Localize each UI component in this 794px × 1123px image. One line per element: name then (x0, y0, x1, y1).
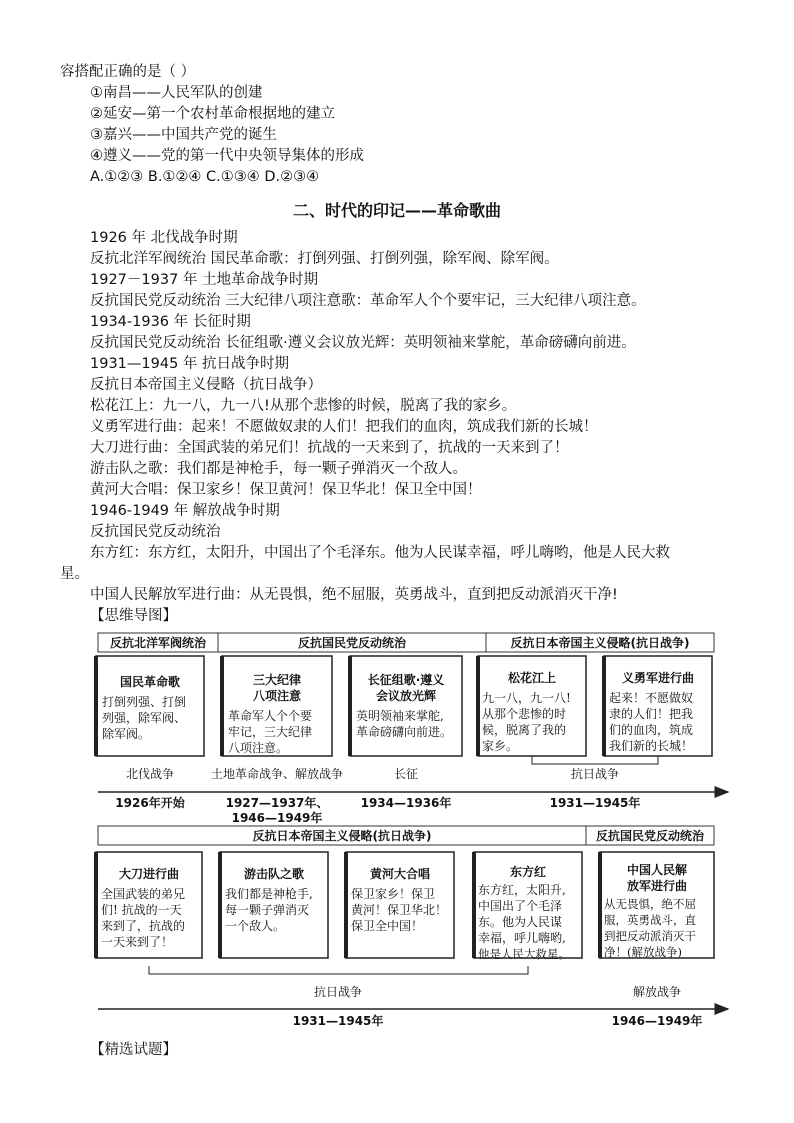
svg-text:们! 抗战的一天: 们! 抗战的一天 (101, 903, 182, 917)
body-line: 1926 年 北伐战争时期 (90, 230, 238, 246)
svg-text:中国出了个毛泽: 中国出了个毛泽 (478, 899, 563, 913)
body-line: 游击队之歌：我们都是神枪手，每一颗子弹消灭一个敌人。 (90, 461, 467, 477)
svg-text:游击队之歌: 游击队之歌 (243, 867, 305, 881)
svg-text:革命军人个个要: 革命军人个个要 (228, 709, 313, 723)
song-card (96, 656, 204, 756)
svg-text:来到了，抗战的: 来到了，抗战的 (101, 919, 186, 933)
svg-text:我们新的长城！: 我们新的长城！ (609, 739, 694, 753)
svg-text:从那个悲惨的时: 从那个悲惨的时 (482, 707, 567, 721)
song-card (222, 656, 332, 756)
song-card (474, 852, 582, 961)
body-line: 1927－1937 年 土地革命战争时期 (90, 272, 319, 288)
row1-header: 反抗国民党反动统治 (297, 636, 407, 650)
row2-header: 反抗国民党反动统治 (595, 829, 705, 843)
section-title: 二、时代的印记——革命歌曲 (292, 201, 501, 220)
date-label: 1931—1945年 (292, 1014, 384, 1028)
song-card (478, 656, 586, 756)
date-label: 1946—1949年 (231, 811, 323, 825)
answer-choices: A.①②③ B.①②④ C.①③④ D.②③④ (90, 169, 320, 185)
svg-text:每一颗子弹消灭: 每一颗子弹消灭 (225, 903, 310, 917)
svg-text:他是人民大救星。: 他是人民大救星。 (478, 947, 570, 961)
svg-text:革命磅礴向前进。: 革命磅礴向前进。 (356, 725, 453, 739)
svg-text:除军阀。: 除军阀。 (102, 727, 151, 741)
body-line: 义勇军进行曲：起来！不愿做奴隶的人们！把我们的血肉，筑成我们新的长城！ (90, 419, 598, 435)
war-label: 长征 (393, 767, 419, 781)
song-card (346, 852, 454, 958)
war-label: 解放战争 (632, 985, 682, 999)
svg-text:家乡。: 家乡。 (482, 739, 519, 753)
mindmap-label: 【思维导图】 (90, 608, 177, 624)
svg-text:义勇军进行曲: 义勇军进行曲 (621, 671, 695, 685)
war-label: 抗日战争 (570, 767, 620, 781)
svg-text:东方红，太阳升,: 东方红，太阳升, (478, 883, 566, 897)
selected-questions-label: 【精选试题】 (90, 1042, 177, 1058)
body-line: 松花江上：九一八，九一八!从那个悲惨的时候，脱离了我的家乡。 (90, 398, 517, 414)
mind-map (88, 626, 730, 1036)
pla-line: 中国人民解放军进行曲：从无畏惧，绝不屈服，英勇战斗，直到把反动派消灭干净! (90, 587, 618, 603)
svg-text:一个敌人。: 一个敌人。 (225, 919, 286, 933)
war-label: 北伐战争 (125, 767, 175, 781)
body-line: 反抗国民党反动统治 长征组歌·遵义会议放光辉：英明领袖来掌舵，革命磅礴向前进。 (90, 335, 636, 351)
svg-text:服，英勇战斗，直: 服，英勇战斗，直 (604, 913, 696, 927)
svg-text:会议放光辉: 会议放光辉 (375, 689, 437, 703)
date-label: 1927—1937年、 (225, 796, 329, 810)
body-line: 反抗国民党反动统治 三大纪律八项注意歌：革命军人个个要牢记，三大纪律八项注意。 (90, 293, 646, 309)
body-line: 1931—1945 年 抗日战争时期 (90, 356, 290, 372)
song-card (220, 852, 328, 958)
date-label: 1934—1936年 (360, 796, 452, 810)
svg-text:国民革命歌: 国民革命歌 (119, 675, 181, 689)
svg-text:中国人民解: 中国人民解 (626, 863, 688, 877)
svg-text:牢记，三大纪律: 牢记，三大纪律 (228, 725, 313, 739)
svg-text:三大纪律: 三大纪律 (252, 673, 302, 687)
song-card (350, 656, 462, 756)
body-line: 1934-1936 年 长征时期 (90, 314, 251, 330)
song-card (96, 852, 202, 958)
song-card (604, 656, 712, 756)
dongfanghong-line-1: 东方红：东方红，太阳升，中国出了个毛泽东。他为人民谋幸福，呼儿嗨哟，他是人民大救 (90, 545, 670, 561)
body-line: 反抗日本帝国主义侵略（抗日战争） (90, 377, 322, 393)
dongfanghong-line-2: 星。 (60, 566, 89, 582)
svg-text:八项注意。: 八项注意。 (228, 741, 289, 755)
svg-text:东方红: 东方红 (509, 865, 547, 879)
option-4: ④遵义——党的第一代中央领导集体的形成 (90, 148, 364, 164)
war-label: 抗日战争 (313, 985, 363, 999)
svg-text:八项注意: 八项注意 (252, 689, 302, 703)
date-label: 1946—1949年 (611, 1014, 703, 1028)
svg-text:九一八，九一八!: 九一八，九一八! (482, 691, 571, 705)
row1-header: 反抗日本帝国主义侵略(抗日战争) (510, 636, 690, 650)
row2-header: 反抗日本帝国主义侵略(抗日战争) (252, 829, 432, 843)
body-line: 1946-1949 年 解放战争时期 (90, 503, 280, 519)
option-2: ②延安—第一个农村革命根据地的建立 (90, 106, 335, 122)
body-line: 反抗国民党反动统治 (90, 524, 221, 540)
svg-text:全国武装的弟兄: 全国武装的弟兄 (101, 887, 186, 901)
svg-text:东。他为人民谋: 东。他为人民谋 (478, 915, 563, 929)
svg-text:保卫家乡！保卫: 保卫家乡！保卫 (351, 887, 436, 901)
svg-text:候，脱离了我的: 候，脱离了我的 (482, 723, 567, 737)
svg-text:长征组歌·遵义: 长征组歌·遵义 (367, 673, 445, 687)
song-card (600, 852, 714, 959)
body-line: 黄河大合唱：保卫家乡！保卫黄河！保卫华北！保卫全中国！ (90, 482, 482, 498)
date-label: 1931—1945年 (549, 796, 641, 810)
svg-text:黄河大合唱: 黄河大合唱 (369, 867, 431, 881)
svg-text:大刀进行曲: 大刀进行曲 (118, 867, 180, 881)
date-label: 1926年开始 (115, 796, 185, 810)
svg-text:到把反动派消灭干: 到把反动派消灭干 (604, 929, 696, 943)
row1-header: 反抗北洋军阀统治 (109, 636, 207, 650)
svg-text:我们都是神枪手,: 我们都是神枪手, (225, 887, 313, 901)
svg-text:松花江上: 松花江上 (507, 671, 557, 685)
war-label: 土地革命战争、解放战争 (210, 767, 344, 781)
svg-text:打倒列强、打倒: 打倒列强、打倒 (102, 695, 187, 709)
body-line: 反抗北洋军阀统治 国民革命歌：打倒列强、打倒列强，除军阀、除军阀。 (90, 251, 559, 267)
svg-text:起来！不愿做奴: 起来！不愿做奴 (609, 691, 694, 705)
svg-text:一天来到了！: 一天来到了！ (101, 935, 174, 949)
svg-text:英明领袖来掌舵,: 英明领袖来掌舵, (356, 709, 444, 723)
svg-text:列强，除军阀、: 列强，除军阀、 (102, 711, 187, 725)
svg-text:净！(解放战争): 净！(解放战争) (604, 945, 682, 959)
svg-text:们的血肉，筑成: 们的血肉，筑成 (609, 723, 694, 737)
body-line: 大刀进行曲：全国武装的弟兄们！抗战的一天来到了，抗战的一天来到了！ (90, 440, 569, 456)
question-stem: 容搭配正确的是（ ） (60, 64, 196, 80)
svg-text:幸福，呼儿嗨哟,: 幸福，呼儿嗨哟, (478, 931, 566, 945)
option-3: ③嘉兴——中国共产党的诞生 (90, 127, 277, 143)
option-1: ①南昌——人民军队的创建 (90, 85, 263, 101)
svg-text:从无畏惧，绝不屈: 从无畏惧，绝不屈 (604, 897, 696, 911)
svg-text:隶的人们！把我: 隶的人们！把我 (609, 707, 694, 721)
svg-text:放军进行曲: 放军进行曲 (626, 879, 688, 893)
svg-text:保卫全中国！: 保卫全中国！ (351, 919, 424, 933)
svg-text:黄河！保卫华北！: 黄河！保卫华北！ (351, 903, 448, 917)
